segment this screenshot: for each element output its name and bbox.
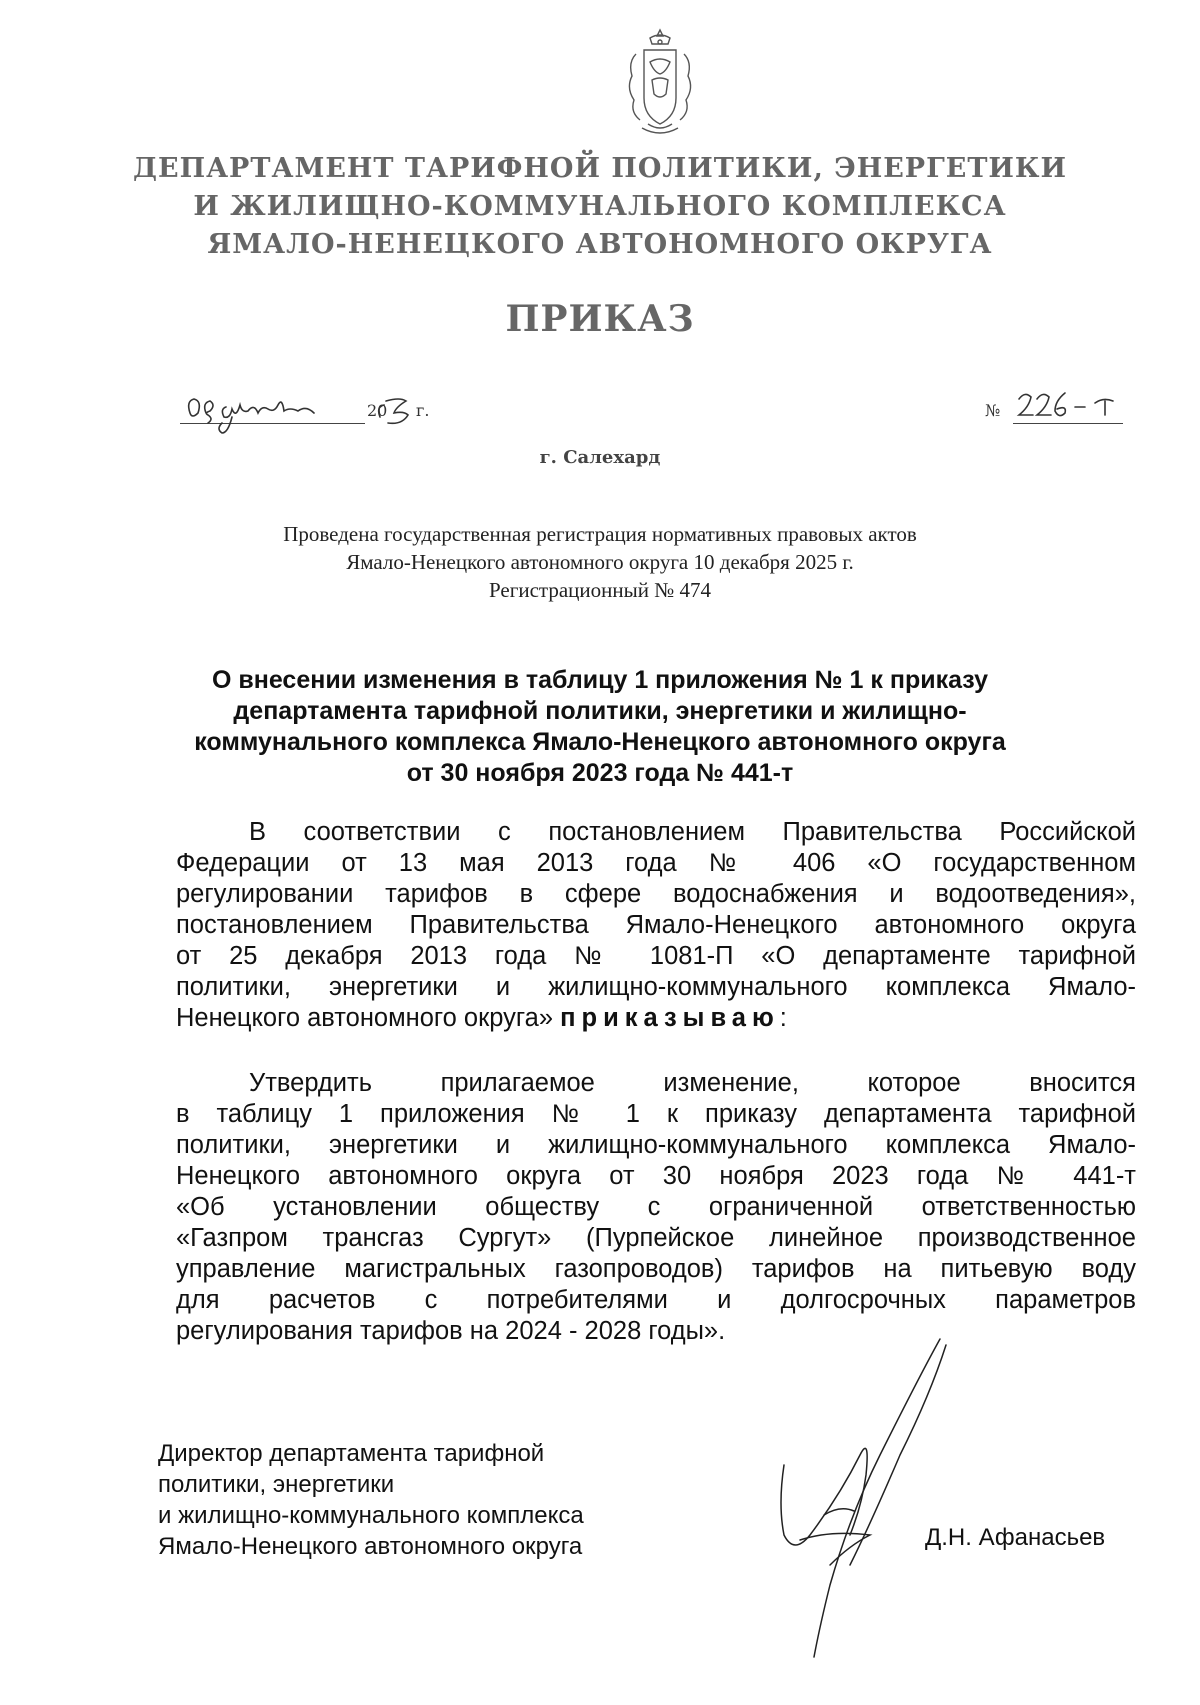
number-label: №	[985, 401, 1001, 420]
registration-line-3: Регистрационный № 474	[489, 578, 711, 602]
handwritten-number	[1015, 385, 1135, 430]
preamble-last-text: Ненецкого автономного округа»	[176, 1004, 561, 1032]
document-type-title: ПРИКАЗ	[505, 298, 695, 340]
department-line-1: ДЕПАРТАМЕНТ ТАРИФНОЙ ПОЛИТИКИ, ЭНЕРГЕТИКИ	[132, 153, 1068, 184]
order-line: «Об установлении обществу с ограниченной ответственностью	[176, 1193, 1136, 1221]
order-word: приказываю	[560, 1004, 780, 1032]
order-line: политики, энергетики и жилищно-коммунального комплекса Ямало-	[176, 1131, 1136, 1159]
order-line: для расчетов с потребителями и долгосрочных параметров	[176, 1286, 1136, 1314]
subject-line-1: О внесении изменения в таблицу 1 приложения № 1 к приказу	[211, 666, 989, 694]
preamble-line: постановлением Правительства Ямало-Ненецкого автономного округа	[176, 911, 1136, 939]
order-line: «Газпром трансгаз Сургут» (Пурпейское линейное производственное	[176, 1224, 1136, 1252]
preamble-line: Федерации от 13 мая 2013 года № 406 «О государственном	[176, 849, 1136, 877]
registration-note	[150, 520, 1050, 604]
subject-line-3: коммунального комплекса Ямало-Ненецкого автономного округа	[194, 728, 1006, 756]
preamble-line: политики, энергетики и жилищно-коммунального комплекса Ямало-	[176, 973, 1136, 1001]
order-line: в таблицу 1 приложения № 1 к приказу департамента тарифной	[176, 1100, 1136, 1128]
order-colon: :	[779, 1004, 787, 1032]
registration-line-1: Проведена государственная регистрация нормативных правовых актов	[283, 522, 917, 546]
preamble-line: регулировании тарифов в сфере водоснабжения и водоотведения»,	[176, 880, 1136, 908]
order-line: Утвердить прилагаемое изменение, которое вносится	[249, 1069, 1136, 1097]
signatory-position	[158, 1438, 584, 1562]
order-number	[985, 393, 1135, 433]
order-paragraph	[176, 1068, 1136, 1347]
handwritten-signature-icon	[770, 1335, 990, 1665]
preamble-line: от 25 декабря 2013 года № 1081-П «О департаменте тарифной	[176, 942, 1136, 970]
registration-line-2: Ямало-Ненецкого автономного округа 10 декабря 2025 г.	[346, 550, 854, 574]
handwritten-date	[180, 383, 440, 443]
subject-line-2: департамента тарифной политики, энергетики и жилищно-	[233, 697, 967, 725]
position-line-4: Ямало-Ненецкого автономного округа	[158, 1533, 583, 1560]
preamble-line: В соответствии с постановлением Правительства Российской	[249, 818, 1136, 846]
position-line-3: и жилищно-коммунального комплекса	[158, 1502, 584, 1529]
coat-of-arms-icon	[622, 28, 698, 140]
city: г. Салехард	[539, 447, 661, 468]
date-year-prefix: 20	[367, 401, 388, 420]
order-line: управление магистральных газопроводов) тарифов на питьевую воду	[176, 1255, 1136, 1283]
department-name	[100, 150, 1100, 264]
order-line: регулирования тарифов на 2024 - 2028 годы».	[176, 1317, 726, 1345]
preamble-paragraph	[176, 817, 1136, 1034]
signer-name: Д.Н. Афанасьев	[925, 1524, 1106, 1551]
department-line-2: И ЖИЛИЩНО-КОММУНАЛЬНОГО КОМПЛЕКСА	[193, 191, 1007, 222]
order-subject	[150, 665, 1050, 789]
subject-line-4: от 30 ноября 2023 года № 441-т	[406, 759, 794, 787]
order-line: Ненецкого автономного округа от 30 ноября 2023 года № 441-т	[176, 1162, 1136, 1190]
date-year-suffix: г.	[416, 401, 430, 420]
position-line-2: политики, энергетики	[158, 1471, 395, 1498]
order-date	[180, 393, 430, 433]
position-line-1: Директор департамента тарифной	[158, 1440, 545, 1467]
department-line-3: ЯМАЛО-НЕНЕЦКОГО АВТОНОМНОГО ОКРУГА	[207, 229, 993, 260]
preamble-last-line	[176, 1003, 1136, 1034]
